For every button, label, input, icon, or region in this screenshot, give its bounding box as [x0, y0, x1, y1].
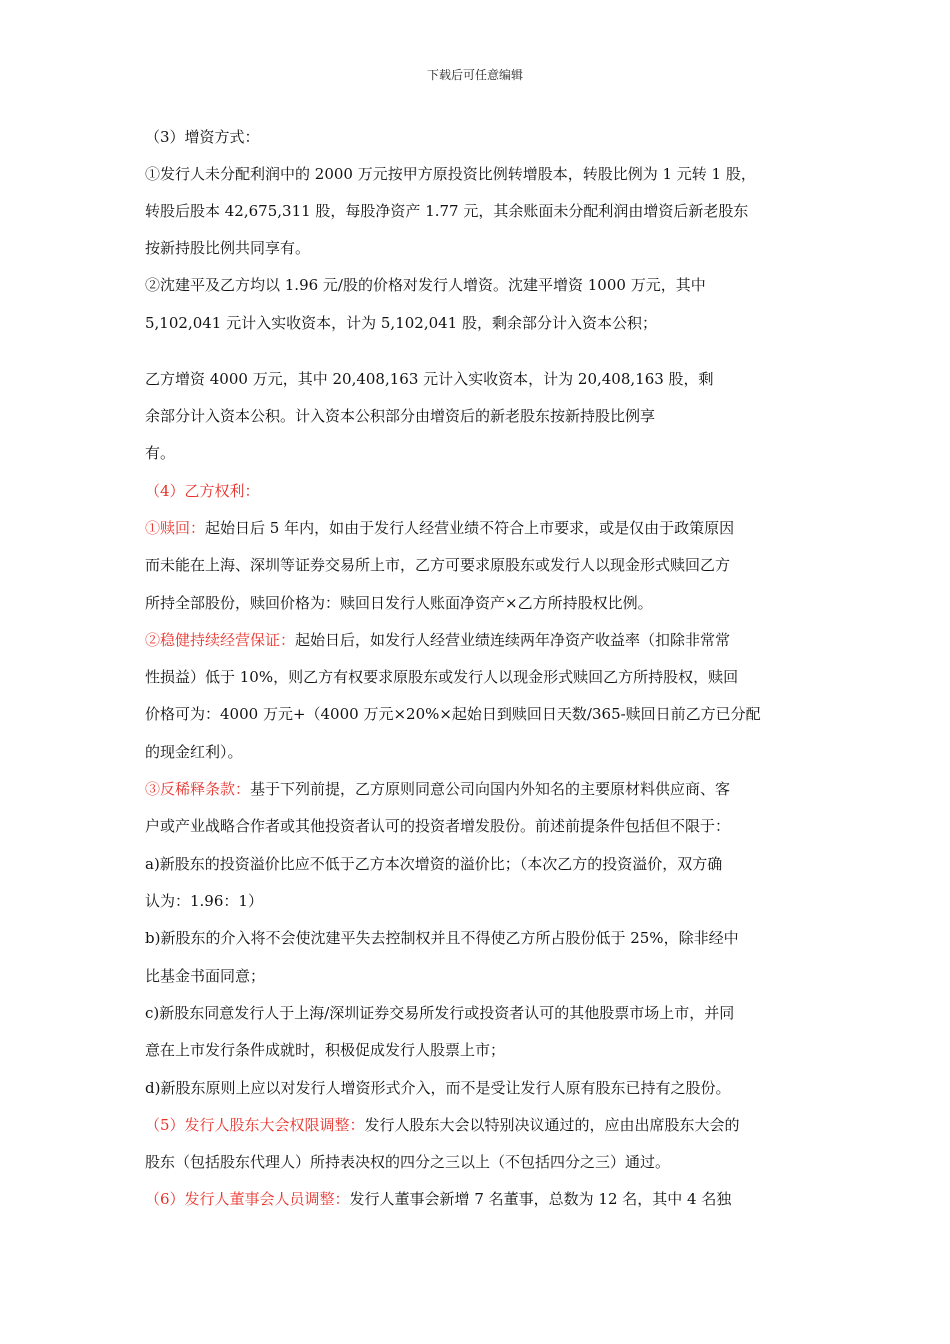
line-text: 所持全部股份，赎回价格为：赎回日发行人账面净资产×乙方所持股权比例。 [145, 594, 653, 612]
line-text: 基于下列前提，乙方原则同意公司向国内外知名的主要原材料供应商、客 [250, 780, 731, 798]
text-line [145, 555, 730, 575]
line-text: 发行人董事会新增 7 名董事，总数为 12 名，其中 4 名独 [349, 1190, 732, 1208]
line-text: 按新持股比例共同享有。 [145, 239, 311, 257]
line-text: 发行人股东大会以特别决议通过的，应由出席股东大会的 [364, 1116, 740, 1134]
text-line [145, 1078, 730, 1098]
text-line [145, 369, 714, 389]
text-line [145, 238, 310, 258]
text-line [145, 742, 243, 762]
line-text: 有。 [145, 444, 176, 462]
line-text: 户或产业战略合作者或其他投资者认可的投资者增发股份。前述前提条件包括但不限于： [145, 817, 731, 835]
section-heading: （4）乙方权利： [145, 482, 260, 500]
line-text: 意在上市发行条件成就时，积极促成发行人股票上市； [145, 1041, 506, 1059]
text-line [145, 1152, 670, 1172]
section-heading: ①赎回： [145, 519, 206, 537]
line-text: 的现金红利）。 [145, 743, 243, 761]
text-line [145, 779, 730, 799]
section-heading: （6）发行人董事会人员调整： [145, 1190, 350, 1208]
line-text: 起始日后，如发行人经营业绩连续两年净资产收益率（扣除非常常 [295, 631, 731, 649]
line-text: 认为：1.96：1） [145, 892, 263, 910]
text-line [145, 928, 739, 948]
line-text: b)新股东的介入将不会使沈建平失去控制权并且不得使乙方所占股份低于 25%，除非经中 [145, 929, 739, 947]
line-text: 股东（包括股东代理人）所持表决权的四分之三以上（不包括四分之三）通过。 [145, 1153, 671, 1171]
text-line [145, 443, 175, 463]
text-line [145, 1115, 740, 1135]
line-text: 而未能在上海、深圳等证券交易所上市，乙方可要求原股东或发行人以现金形式赎回乙方 [145, 556, 731, 574]
text-line [145, 1003, 734, 1023]
line-text: 余部分计入资本公积。计入资本公积部分由增资后的新老股东按新持股比例享 [145, 407, 656, 425]
line-text: c)新股东同意发行人于上海/深圳证券交易所发行或投资者认可的其他股票市场上市，并同 [145, 1004, 735, 1022]
text-line [145, 518, 734, 538]
text-line [145, 667, 738, 687]
line-text: ①发行人未分配利润中的 2000 万元按甲方原投资比例转增股本，转股比例为 1 元转 1 股， [145, 165, 756, 183]
text-line [145, 481, 260, 501]
line-text: 5,102,041 元计入实收资本，计为 5,102,041 股，剩余部分计入资本公积； [145, 314, 657, 332]
line-text: 性损益）低于 10%，则乙方有权要求原股东或发行人以现金形式赎回乙方所持股权，赎回 [145, 668, 739, 686]
text-line [145, 630, 730, 650]
section-heading: （5）发行人股东大会权限调整： [145, 1116, 365, 1134]
text-line [145, 854, 722, 874]
line-text: 乙方增资 4000 万元，其中 20,408,163 元计入实收资本，计为 20,408,163 股，剩 [145, 370, 714, 388]
text-line [145, 593, 653, 613]
text-line [145, 1040, 505, 1060]
line-text: a)新股东的投资溢价比应不低于乙方本次增资的溢价比；（本次乙方的投资溢价，双方确 [145, 855, 723, 873]
text-line [145, 127, 260, 147]
line-text: 转股后股本 42,675,311 股，每股净资产 1.77 元，其余账面未分配利润由增资后新老股东 [145, 202, 749, 220]
text-line [145, 966, 265, 986]
text-line [145, 201, 748, 221]
text-line [145, 313, 657, 333]
line-text: （3）增资方式： [145, 128, 260, 146]
text-line [145, 1189, 731, 1209]
text-line [145, 816, 730, 836]
text-line [145, 164, 756, 184]
text-line [145, 891, 263, 911]
line-text: d)新股东原则上应以对发行人增资形式介入，而不是受让发行人原有股东已持有之股份。 [145, 1079, 731, 1097]
line-text: ②沈建平及乙方均以 1.96 元/股的价格对发行人增资。沈建平增资 1000 万元，其中 [145, 276, 706, 294]
line-text: 起始日后 5 年内，如由于发行人经营业绩不符合上市要求，或是仅由于政策原因 [205, 519, 735, 537]
text-line [145, 704, 761, 724]
page-header: 下载后可任意编辑 [426, 68, 523, 82]
section-heading: ②稳健持续经营保证： [145, 631, 296, 649]
text-line [145, 275, 706, 295]
text-line [145, 406, 655, 426]
section-heading: ③反稀释条款： [145, 780, 251, 798]
line-text: 价格可为：4000 万元+（4000 万元×20%×起始日到赎回日天数/365-赎回日前乙方已分配 [145, 705, 761, 723]
line-text: 比基金书面同意； [145, 967, 266, 985]
